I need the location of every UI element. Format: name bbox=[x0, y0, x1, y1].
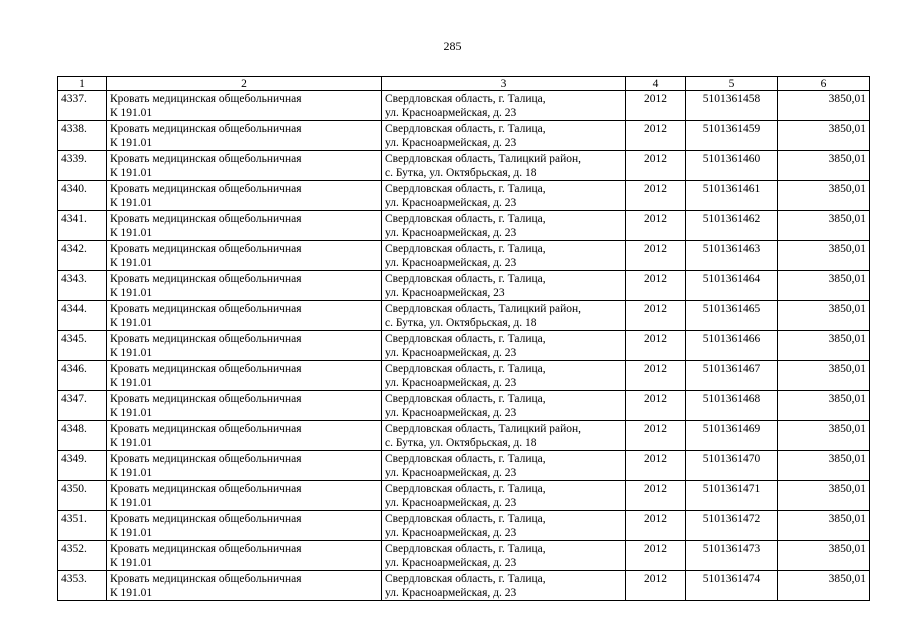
address-line-1: Свердловская область, Талицкий район, bbox=[385, 423, 582, 435]
address-line-1: Свердловская область, г. Талица, bbox=[385, 243, 546, 255]
item-model: К 191.01 bbox=[110, 557, 153, 569]
inventory-number-cell: 5101361467 bbox=[686, 361, 778, 391]
item-name: Кровать медицинская общебольничная bbox=[110, 183, 302, 195]
address-cell bbox=[382, 421, 626, 451]
address-line-1: Свердловская область, г. Талица, bbox=[385, 363, 546, 375]
table-header bbox=[58, 77, 870, 91]
row-number: 4341. bbox=[58, 211, 107, 241]
address-line-2: ул. Красноармейская, д. 23 bbox=[385, 467, 517, 479]
inventory-number-cell: 5101361460 bbox=[686, 151, 778, 181]
item-model: К 191.01 bbox=[110, 137, 153, 149]
item-name: Кровать медицинская общебольничная bbox=[110, 93, 302, 105]
item-name: Кровать медицинская общебольничная bbox=[110, 513, 302, 525]
year-cell: 2012 bbox=[626, 511, 686, 541]
row-number: 4349. bbox=[58, 451, 107, 481]
address-line-1: Свердловская область, г. Талица, bbox=[385, 93, 546, 105]
cost-cell: 3850,01 bbox=[778, 571, 870, 601]
inventory-number-cell: 5101361465 bbox=[686, 301, 778, 331]
inventory-number-cell: 5101361468 bbox=[686, 391, 778, 421]
row-number: 4353. bbox=[58, 571, 107, 601]
inventory-number-cell: 5101361466 bbox=[686, 331, 778, 361]
address-cell bbox=[382, 451, 626, 481]
column-header-6: 6 bbox=[778, 77, 870, 91]
item-name: Кровать медицинская общебольничная bbox=[110, 153, 302, 165]
table-row bbox=[58, 241, 870, 271]
table-row bbox=[58, 331, 870, 361]
address-line-1: Свердловская область, г. Талица, bbox=[385, 483, 546, 495]
address-line-1: Свердловская область, г. Талица, bbox=[385, 333, 546, 345]
year-cell: 2012 bbox=[626, 331, 686, 361]
header-row bbox=[58, 77, 870, 91]
item-name-cell bbox=[107, 421, 382, 451]
row-number: 4342. bbox=[58, 241, 107, 271]
item-model: К 191.01 bbox=[110, 317, 153, 329]
row-number: 4347. bbox=[58, 391, 107, 421]
cost-cell: 3850,01 bbox=[778, 301, 870, 331]
address-line-2: ул. Красноармейская, д. 23 bbox=[385, 527, 517, 539]
item-name: Кровать медицинская общебольничная bbox=[110, 423, 302, 435]
address-line-1: Свердловская область, г. Талица, bbox=[385, 273, 546, 285]
item-model: К 191.01 bbox=[110, 587, 153, 599]
item-name-cell bbox=[107, 301, 382, 331]
address-line-1: Свердловская область, г. Талица, bbox=[385, 123, 546, 135]
inventory-number-cell: 5101361472 bbox=[686, 511, 778, 541]
item-name-cell bbox=[107, 91, 382, 121]
cost-cell: 3850,01 bbox=[778, 211, 870, 241]
item-name: Кровать медицинская общебольничная bbox=[110, 213, 302, 225]
inventory-number-cell: 5101361462 bbox=[686, 211, 778, 241]
inventory-number-cell: 5101361459 bbox=[686, 121, 778, 151]
address-line-2: ул. Красноармейская, д. 23 bbox=[385, 347, 517, 359]
item-model: К 191.01 bbox=[110, 287, 153, 299]
address-line-1: Свердловская область, г. Талица, bbox=[385, 213, 546, 225]
row-number: 4350. bbox=[58, 481, 107, 511]
inventory-number-cell: 5101361458 bbox=[686, 91, 778, 121]
table-row bbox=[58, 121, 870, 151]
item-name: Кровать медицинская общебольничная bbox=[110, 483, 302, 495]
address-line-2: ул. Красноармейская, д. 23 bbox=[385, 377, 517, 389]
cost-cell: 3850,01 bbox=[778, 91, 870, 121]
year-cell: 2012 bbox=[626, 391, 686, 421]
cost-cell: 3850,01 bbox=[778, 181, 870, 211]
year-cell: 2012 bbox=[626, 91, 686, 121]
item-name-cell bbox=[107, 181, 382, 211]
cost-cell: 3850,01 bbox=[778, 241, 870, 271]
item-model: К 191.01 bbox=[110, 527, 153, 539]
address-line-2: ул. Красноармейская, д. 23 bbox=[385, 227, 517, 239]
row-number: 4346. bbox=[58, 361, 107, 391]
table-row bbox=[58, 361, 870, 391]
item-name-cell bbox=[107, 211, 382, 241]
item-name: Кровать медицинская общебольничная bbox=[110, 363, 302, 375]
address-cell bbox=[382, 331, 626, 361]
row-number: 4344. bbox=[58, 301, 107, 331]
address-cell bbox=[382, 391, 626, 421]
address-cell bbox=[382, 241, 626, 271]
table-row bbox=[58, 181, 870, 211]
item-name: Кровать медицинская общебольничная bbox=[110, 453, 302, 465]
inventory-number-cell: 5101361474 bbox=[686, 571, 778, 601]
page-number: 285 bbox=[443, 39, 462, 53]
address-line-2: ул. Красноармейская, д. 23 bbox=[385, 257, 517, 269]
cost-cell: 3850,01 bbox=[778, 151, 870, 181]
row-number: 4338. bbox=[58, 121, 107, 151]
address-cell bbox=[382, 481, 626, 511]
address-line-1: Свердловская область, г. Талица, bbox=[385, 393, 546, 405]
item-name: Кровать медицинская общебольничная bbox=[110, 243, 302, 255]
item-name-cell bbox=[107, 361, 382, 391]
item-model: К 191.01 bbox=[110, 467, 153, 479]
cost-cell: 3850,01 bbox=[778, 361, 870, 391]
row-number: 4352. bbox=[58, 541, 107, 571]
table-body bbox=[58, 91, 870, 601]
address-cell bbox=[382, 271, 626, 301]
table-row bbox=[58, 451, 870, 481]
inventory-number-cell: 5101361473 bbox=[686, 541, 778, 571]
year-cell: 2012 bbox=[626, 271, 686, 301]
row-number: 4351. bbox=[58, 511, 107, 541]
item-name: Кровать медицинская общебольничная bbox=[110, 393, 302, 405]
cost-cell: 3850,01 bbox=[778, 421, 870, 451]
address-cell bbox=[382, 91, 626, 121]
item-model: К 191.01 bbox=[110, 107, 153, 119]
item-name-cell bbox=[107, 451, 382, 481]
address-line-1: Свердловская область, г. Талица, bbox=[385, 453, 546, 465]
row-number: 4345. bbox=[58, 331, 107, 361]
table-row bbox=[58, 481, 870, 511]
column-header-4: 4 bbox=[626, 77, 686, 91]
item-model: К 191.01 bbox=[110, 227, 153, 239]
year-cell: 2012 bbox=[626, 571, 686, 601]
address-line-2: ул. Красноармейская, д. 23 bbox=[385, 557, 517, 569]
item-model: К 191.01 bbox=[110, 377, 153, 389]
address-cell bbox=[382, 301, 626, 331]
item-model: К 191.01 bbox=[110, 407, 153, 419]
item-name-cell bbox=[107, 121, 382, 151]
cost-cell: 3850,01 bbox=[778, 541, 870, 571]
address-cell bbox=[382, 361, 626, 391]
row-number: 4348. bbox=[58, 421, 107, 451]
item-model: К 191.01 bbox=[110, 437, 153, 449]
item-name: Кровать медицинская общебольничная bbox=[110, 273, 302, 285]
year-cell: 2012 bbox=[626, 301, 686, 331]
cost-cell: 3850,01 bbox=[778, 481, 870, 511]
address-cell bbox=[382, 121, 626, 151]
address-line-1: Свердловская область, г. Талица, bbox=[385, 513, 546, 525]
address-cell bbox=[382, 181, 626, 211]
table-row bbox=[58, 541, 870, 571]
year-cell: 2012 bbox=[626, 541, 686, 571]
cost-cell: 3850,01 bbox=[778, 331, 870, 361]
item-name-cell bbox=[107, 571, 382, 601]
address-line-1: Свердловская область, Талицкий район, bbox=[385, 303, 582, 315]
row-number: 4339. bbox=[58, 151, 107, 181]
cost-cell: 3850,01 bbox=[778, 451, 870, 481]
row-number: 4343. bbox=[58, 271, 107, 301]
column-header-1: 1 bbox=[58, 77, 107, 91]
year-cell: 2012 bbox=[626, 481, 686, 511]
item-name-cell bbox=[107, 271, 382, 301]
item-name-cell bbox=[107, 481, 382, 511]
address-line-1: Свердловская область, г. Талица, bbox=[385, 543, 546, 555]
table-row bbox=[58, 391, 870, 421]
item-model: К 191.01 bbox=[110, 257, 153, 269]
item-name: Кровать медицинская общебольничная bbox=[110, 303, 302, 315]
column-header-5: 5 bbox=[686, 77, 778, 91]
address-line-2: с. Бутка, ул. Октябрьская, д. 18 bbox=[385, 167, 537, 179]
inventory-number-cell: 5101361463 bbox=[686, 241, 778, 271]
address-line-2: с. Бутка, ул. Октябрьская, д. 18 bbox=[385, 437, 537, 449]
year-cell: 2012 bbox=[626, 181, 686, 211]
item-name-cell bbox=[107, 151, 382, 181]
inventory-number-cell: 5101361470 bbox=[686, 451, 778, 481]
inventory-number-cell: 5101361471 bbox=[686, 481, 778, 511]
year-cell: 2012 bbox=[626, 361, 686, 391]
item-model: К 191.01 bbox=[110, 167, 153, 179]
column-header-3: 3 bbox=[382, 77, 626, 91]
item-name-cell bbox=[107, 241, 382, 271]
table-row bbox=[58, 271, 870, 301]
table-row bbox=[58, 301, 870, 331]
table-row bbox=[58, 571, 870, 601]
address-line-1: Свердловская область, г. Талица, bbox=[385, 183, 546, 195]
address-line-2: ул. Красноармейская, д. 23 bbox=[385, 107, 517, 119]
address-cell bbox=[382, 211, 626, 241]
item-name: Кровать медицинская общебольничная bbox=[110, 543, 302, 555]
item-name: Кровать медицинская общебольничная bbox=[110, 123, 302, 135]
address-cell bbox=[382, 571, 626, 601]
address-line-2: ул. Красноармейская, д. 23 bbox=[385, 497, 517, 509]
column-header-2: 2 bbox=[107, 77, 382, 91]
item-model: К 191.01 bbox=[110, 497, 153, 509]
year-cell: 2012 bbox=[626, 421, 686, 451]
address-line-2: с. Бутка, ул. Октябрьская, д. 18 bbox=[385, 317, 537, 329]
inventory-number-cell: 5101361469 bbox=[686, 421, 778, 451]
row-number: 4337. bbox=[58, 91, 107, 121]
address-line-2: ул. Красноармейская, д. 23 bbox=[385, 197, 517, 209]
address-line-2: ул. Красноармейская, д. 23 bbox=[385, 587, 517, 599]
item-name-cell bbox=[107, 331, 382, 361]
item-name: Кровать медицинская общебольничная bbox=[110, 573, 302, 585]
year-cell: 2012 bbox=[626, 451, 686, 481]
item-name: Кровать медицинская общебольничная bbox=[110, 333, 302, 345]
address-cell bbox=[382, 151, 626, 181]
item-name-cell bbox=[107, 511, 382, 541]
table-row bbox=[58, 511, 870, 541]
cost-cell: 3850,01 bbox=[778, 121, 870, 151]
address-cell bbox=[382, 541, 626, 571]
table-row bbox=[58, 211, 870, 241]
address-line-2: ул. Красноармейская, 23 bbox=[385, 287, 505, 299]
row-number: 4340. bbox=[58, 181, 107, 211]
address-line-2: ул. Красноармейская, д. 23 bbox=[385, 137, 517, 149]
item-name-cell bbox=[107, 541, 382, 571]
table-row bbox=[58, 421, 870, 451]
cost-cell: 3850,01 bbox=[778, 271, 870, 301]
cost-cell: 3850,01 bbox=[778, 391, 870, 421]
property-registry-table bbox=[57, 76, 870, 601]
address-line-1: Свердловская область, Талицкий район, bbox=[385, 153, 582, 165]
inventory-number-cell: 5101361461 bbox=[686, 181, 778, 211]
item-model: К 191.01 bbox=[110, 197, 153, 209]
address-line-2: ул. Красноармейская, д. 23 bbox=[385, 407, 517, 419]
cost-cell: 3850,01 bbox=[778, 511, 870, 541]
year-cell: 2012 bbox=[626, 151, 686, 181]
table-row bbox=[58, 91, 870, 121]
year-cell: 2012 bbox=[626, 211, 686, 241]
inventory-number-cell: 5101361464 bbox=[686, 271, 778, 301]
address-cell bbox=[382, 511, 626, 541]
year-cell: 2012 bbox=[626, 121, 686, 151]
table-row bbox=[58, 151, 870, 181]
item-name-cell bbox=[107, 391, 382, 421]
item-model: К 191.01 bbox=[110, 347, 153, 359]
address-line-1: Свердловская область, г. Талица, bbox=[385, 573, 546, 585]
year-cell: 2012 bbox=[626, 241, 686, 271]
